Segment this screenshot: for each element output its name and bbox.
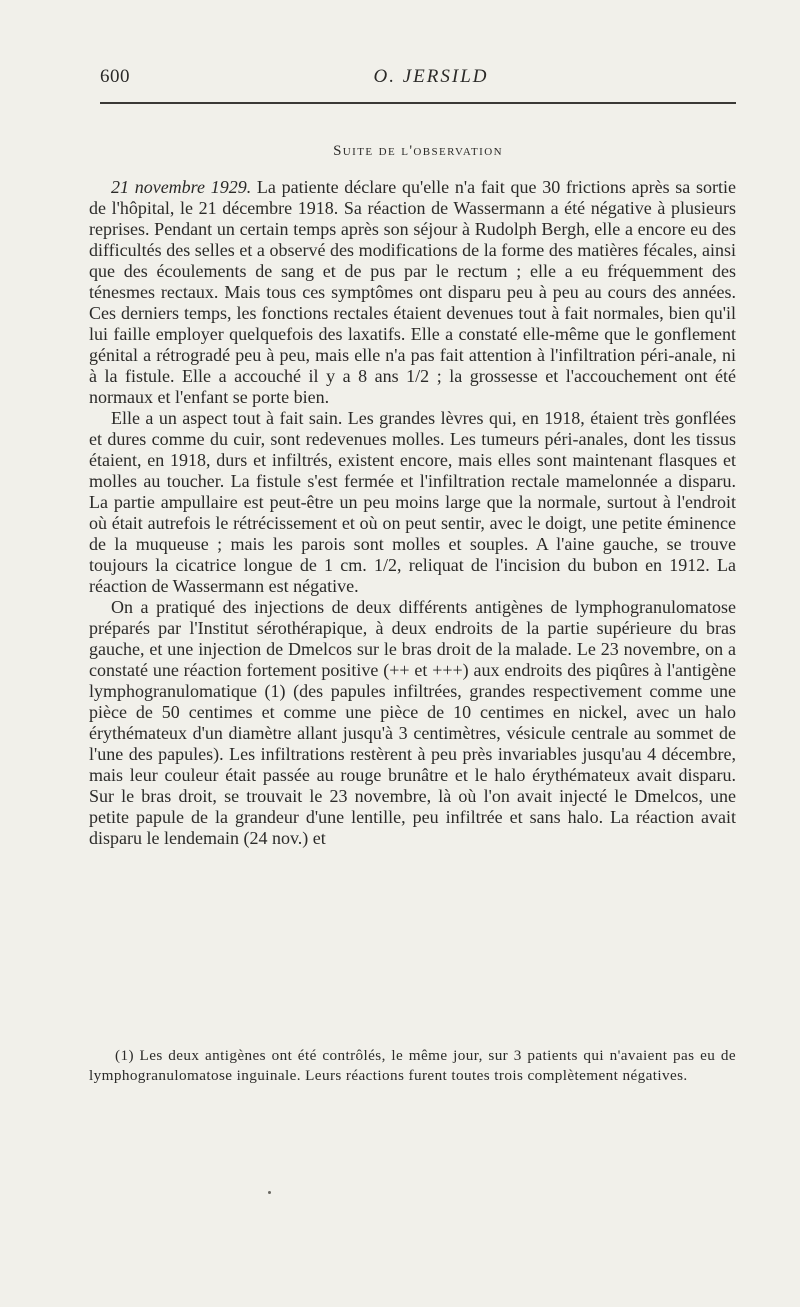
section-heading: Suite de l'observation [333,143,503,159]
paragraph-text: On a pratiqué des injections de deux différents antigènes de lymphogranulomatose préparés par l'Institut sérothérapique, à deux endroits de la partie supérieure du bras gauche, et une injection de Dmelcos sur le bras droit de la malade. Le 23 novembre, on a constaté une réaction fortement positive (++ et +++) aux endroits des piqûres à l'antigène lymphogranulomatique (1) (des papules infiltrées, grandes respectivement comme une pièce de 50 centimes et comme une pièce de 10 centimes en nickel, avec un halo érythémateux d'un diamètre allant jusqu'à 3 centimètres, vésicule centrale au sommet de l'une des papules). Les infiltrations restèrent à peu près invariables jusqu'au 4 décembre, mais leur couleur était passée au rouge brunâtre et le halo érythémateux avait disparu. Sur le bras droit, se trouvait le 23 novembre, là où l'on avait injecté le Dmelcos, une petite papule de la grandeur d'une lentille, peu infiltrée et sans halo. La réaction avait disparu le lendemain (24 nov.) et [89,597,736,848]
paragraph [89,177,736,408]
header-rule [100,102,736,104]
paragraph-text: Elle a un aspect tout à fait sain. Les grandes lèvres qui, en 1918, étaient très gonflées et dures comme du cuir, sont redevenues molles. Les tumeurs péri-anales, dont les tissus étaient, en 1918, durs et infiltrés, existent encore, mais elles sont maintenant flasques et molles au toucher. La fistule s'est fermée et l'infiltration rectale mamelonnée a disparu. La partie ampullaire est peut-être un peu moins large que la normale, surtout à l'endroit où était autrefois le rétrécissement et où on peut sentir, avec le doigt, une petite éminence de la muqueuse ; mais les parois sont molles et souples. A l'aine gauche, se trouve toujours la cicatrice longue de 1 cm. 1/2, reliquat de l'incision du bubon en 1912. La réaction de Wassermann est négative. [89,408,736,596]
paragraph [89,597,736,849]
running-title: O. JERSILD [373,66,489,87]
paragraph-text: La patiente déclare qu'elle n'a fait que 30 frictions après sa sortie de l'hôpital, le 21 décembre 1918. Sa réaction de Wassermann a été négative à plusieurs reprises. Pendant un certain temps après son séjour à Rudolph Bergh, elle a encore eu des difficultés des selles et a observé des modifications de la forme des matières fécales, ainsi que des écoulements de sang et de pus par le rectum ; elle a eu fréquemment des ténesmes rectaux. Mais tous ces symptômes ont disparu peu à peu au cours des années. Ces derniers temps, les fonctions rectales étaient devenues tout à fait normales, bien qu'il lui faille employer quelquefois des laxatifs. Elle a constaté elle-même que le gonflement génital a rétrogradé peu à peu, mais elle n'a pas fait attention à l'infiltration péri-anale, ni à la fistule. Elle a accouché il y a 8 ans 1/2 ; la grossesse et l'accouchement ont été normaux et l'enfant se porte bien. [89,177,736,407]
footnote [89,1046,736,1085]
paragraph-date: 21 novembre 1929. [111,177,252,197]
page-number: 600 [100,66,130,87]
footnote-text: (1) Les deux antigènes ont été contrôlés, le même jour, sur 3 patients qui n'avaient pas eu de lymphogranulomatose inguinale. Leurs réactions furent toutes trois complètement négatives. [89,1047,736,1084]
running-head [100,66,736,92]
body-text [89,177,736,849]
paragraph [89,408,736,597]
paper-speck [268,1191,271,1194]
